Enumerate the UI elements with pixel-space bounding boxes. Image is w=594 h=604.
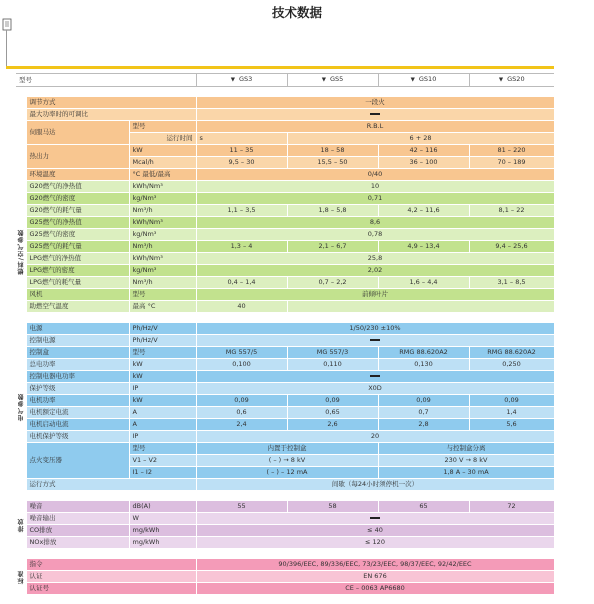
row-directive: 标准 指令 90/396/EEC, 89/336/EEC, 73/23/EEC, 98/37/EEC, 92/42/EEC <box>16 559 554 571</box>
section-electrical: 电气参数 <box>18 392 25 421</box>
page-title: 技术数据 <box>271 5 322 20</box>
row-noise: 排放 噪音 dB(A) 55 58 65 72 <box>16 501 554 513</box>
row-motor-protection: 电机保护等级 IP 20 <box>16 431 554 443</box>
spec-table <box>16 73 555 595</box>
model-header-label: 型号 <box>16 74 196 87</box>
model-gs10: ▼ GS10 <box>378 74 469 87</box>
row-combustion-air: 助燃空气温度 最高 °C 40 <box>16 301 554 313</box>
row-control-supply: 控制电源 Ph/Hz/V <box>16 335 554 347</box>
triangle-down-icon: ▼ <box>230 77 235 83</box>
row-g25-flow: G25燃气的耗气量 Nm³/h 1,3 – 4 2,1 – 6,7 4,9 – 13,4 9,4 – 25,6 <box>16 241 554 253</box>
row-g25-ncv: G25燃气的净热值 kWh/Nm³ 8,6 <box>16 217 554 229</box>
row-protection: 保护等级 IP X0D <box>16 383 554 395</box>
row-fan: 风机 型号 前倾叶片 <box>16 289 554 301</box>
row-co: CO排放 mg/kWh ≤ 40 <box>16 525 554 537</box>
row-ignition-model: 点火变压器 型号 内置于控制盒 与控制盒分离 <box>16 443 554 455</box>
row-lpg-ncv: LPG燃气的净热值 kWh/Nm³ 25,8 <box>16 253 554 265</box>
row-cert: 认证号 CE – 0063 AP6680 <box>16 583 554 595</box>
row-operation: 运行方式 间歇（每24小时须停机一次） <box>16 479 554 491</box>
row-control-power: 控制电器电功率 kW <box>16 371 554 383</box>
row-ignition-voltage: V1 – V2 ( – ) → 8 kV 230 V → 8 kV <box>16 455 554 467</box>
row-max-adjust: 最大功率时的可调比 <box>16 109 554 121</box>
header-row <box>16 74 554 87</box>
triangle-down-icon: ▼ <box>498 77 504 83</box>
dash-mark <box>370 113 380 115</box>
dash-mark <box>370 517 380 519</box>
model-gs5: ▼ GS5 <box>287 74 378 87</box>
row-regulation: 调节方式 一段火 <box>16 97 554 109</box>
row-ignition-current: I1 – I2 ( – ) – 12 mA 1,8 A – 30 mA <box>16 467 554 479</box>
document-icon <box>2 18 13 32</box>
row-noise-output: 噪音输出 W <box>16 513 554 525</box>
row-servo-model: 伺服马达 型号 R.B.L <box>16 121 554 133</box>
row-heat-output-kw: 热出力 kW 11 – 35 18 – 58 42 – 116 81 – 220 <box>16 145 554 157</box>
row-servo-run: 运行时间 s 6 + 28 <box>16 133 554 145</box>
row-g20-flow: G20燃气的耗气量 Nm³/h 1,1 – 3,5 1,8 – 5,8 4,2 – 11,6 8,1 – 22 <box>16 205 554 217</box>
row-lpg-flow: LPG燃气的耗气量 Nm³/h 0,4 – 1,4 0,7 – 2,2 1,6 – 4,4 3,1 – 8,5 <box>16 277 554 289</box>
section-standards: 标准 <box>18 569 25 584</box>
row-lpg-density: LPG燃气的密度 kg/Nm³ 2,02 <box>16 265 554 277</box>
row-approval: 认证 EN 676 <box>16 571 554 583</box>
triangle-down-icon: ▼ <box>321 77 326 83</box>
dash-mark <box>370 375 380 377</box>
row-nox: NOx排放 mg/kWh ≤ 120 <box>16 537 554 549</box>
row-control-box: 控制盒 型号 MG 557/5 MG 557/3 RMG 88.620A2 RMG 88.620A2 <box>16 347 554 359</box>
model-gs20: ▼ GS20 <box>469 74 554 87</box>
row-total-power: 总电功率 kW 0,100 0,110 0,130 0,250 <box>16 359 554 371</box>
section-fuel-air: 燃料/空气参数 <box>18 228 25 275</box>
row-motor-power: 电机功率 kW 0,09 0,09 0,09 0,09 <box>16 395 554 407</box>
row-heat-output-mcal: Mcal/h 9,5 – 30 15,5 – 50 36 – 100 70 – 189 <box>16 157 554 169</box>
row-g25-density: G25燃气的密度 kg/Nm³ 0,78 <box>16 229 554 241</box>
model-gs3: ▼ GS3 <box>196 74 287 87</box>
dash-mark <box>370 339 380 341</box>
margin-line <box>6 30 7 68</box>
row-g20-ncv: 燃料/空气参数 G20燃气的净热值 kWh/Nm³ 10 <box>16 181 554 193</box>
row-g20-density: G20燃气的密度 kg/Nm³ 0,71 <box>16 193 554 205</box>
row-motor-current: 电机额定电流 A 0,6 0,65 0,7 1,4 <box>16 407 554 419</box>
row-power-supply: 电气参数 电源 Ph/Hz/V 1/50/230 ±10% <box>16 323 554 335</box>
row-motor-start: 电机启动电流 A 2,4 2,6 2,8 5,6 <box>16 419 554 431</box>
row-ambient: 环境温度 °C 最低/最高 0/40 <box>16 169 554 181</box>
header-accent-bar <box>6 66 554 69</box>
triangle-down-icon: ▼ <box>410 77 415 83</box>
section-emissions: 排放 <box>18 517 25 532</box>
